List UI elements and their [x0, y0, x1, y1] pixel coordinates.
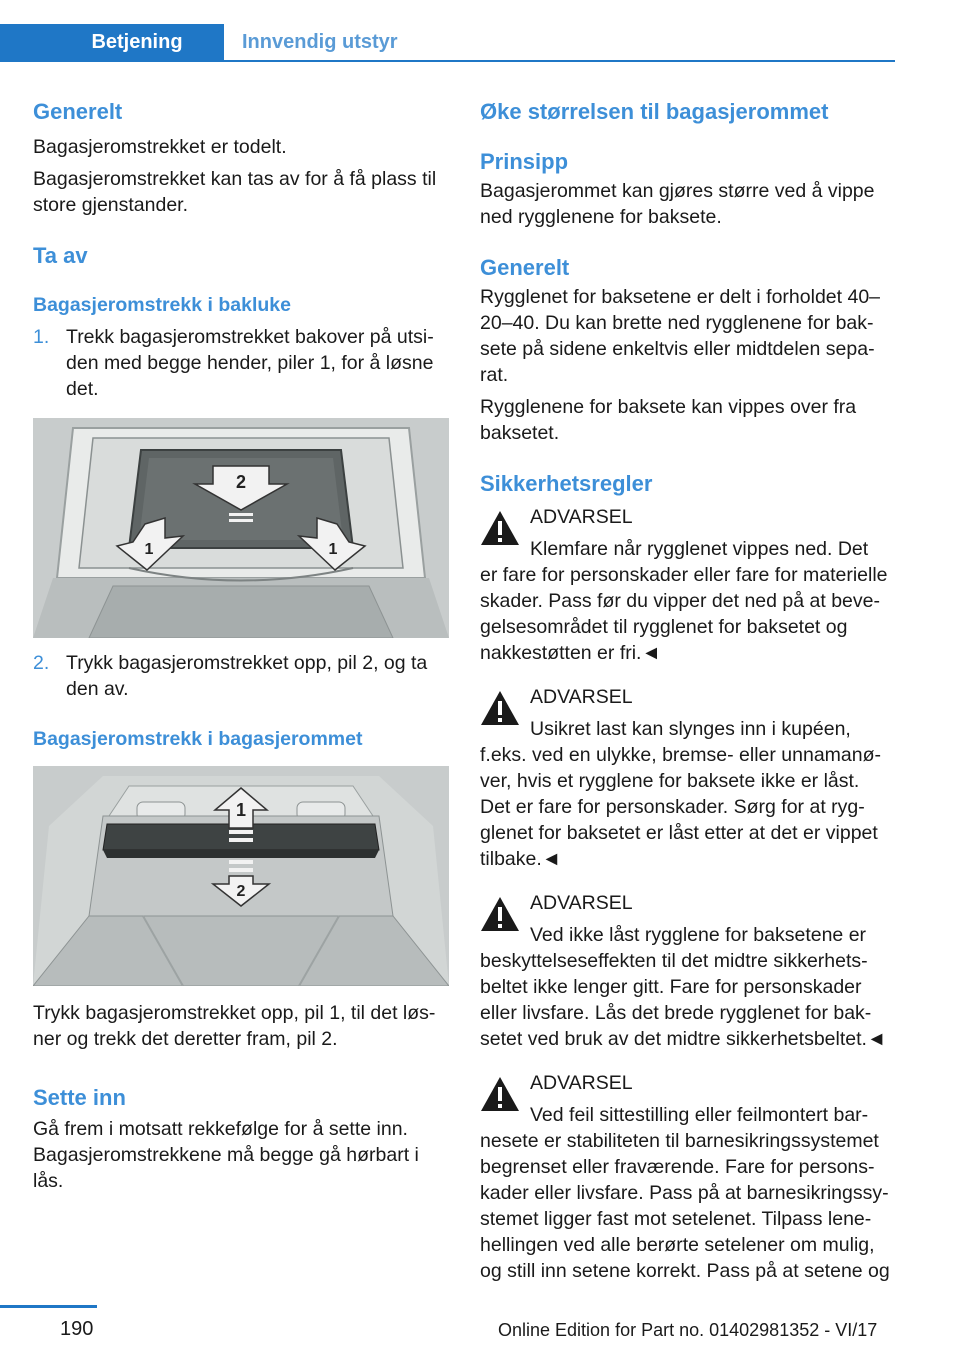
edition-info: Online Edition for Part no. 01402981352 - VI/17 [498, 1320, 878, 1340]
paragraph: Gå frem i motsatt rekkefølge for å sette inn. [33, 1118, 408, 1140]
tab-betjening[interactable]: Betjening [0, 24, 224, 61]
paragraph: Bagasjeromstrekket kan tas av for å få plass til store gjenstander. [33, 168, 437, 216]
step-text: Trykk bagasjeromstrekket opp, pil 2, og ta den av. [66, 652, 428, 700]
heading-oke-storrelsen: Øke størrelsen til bagasjerommet [480, 99, 829, 124]
paragraph: Bagasjerommet kan gjøres større ved å vippe ned rygglenene for baksete. [480, 180, 875, 228]
warning-triangle-icon [480, 690, 520, 726]
warning-body: f.eks. ved en ulykke, bremse- eller unnamanø-ver, hvis et rygglene for baksete ikke er låst. Det er fare for personskader. Sørg for at ryg-glenet for baksetet er låst etter at det er vippet tilbake.◄ [480, 744, 882, 870]
heading-generelt-right: Generelt [480, 255, 570, 280]
fig1-label-2: 2 [235, 472, 247, 492]
fig2-label-1: 1 [235, 800, 247, 820]
header-bar [0, 24, 895, 62]
subheading-bakluke: Bagasjeromstrekk i bakluke [33, 294, 291, 316]
right-column [480, 98, 895, 1284]
heading-ta-av: Ta av [33, 243, 88, 268]
left-column [33, 98, 449, 1194]
warning-lead: Ved ikke låst rygglene for baksetene er [530, 924, 867, 946]
fig1-label-1-right: 1 [328, 541, 338, 558]
warning-title: ADVARSEL [530, 892, 633, 914]
paragraph: Trykk bagasjeromstrekket opp, pil 1, til det løs-ner og trekk det deretter fram, pil 2. [33, 1002, 436, 1050]
step-text: Trekk bagasjeromstrekket bakover på utsi-den med begge hender, piler 1, for å løsne det. [66, 326, 434, 400]
tailgate-illustration [33, 418, 449, 638]
step-2 [33, 650, 449, 702]
warning-triangle-icon [480, 510, 520, 546]
warning-triangle-icon [480, 1076, 520, 1112]
step-number: 2. [33, 652, 50, 674]
warning-block [480, 890, 895, 948]
warning-body: er fare for personskader eller fare for materielle skader. Pass før du vipper det ned på at beve-gelsesområdet til rygglenet for baksetet og nakkestøtten er fri.◄ [480, 564, 888, 664]
warning-triangle-icon [480, 896, 520, 932]
heading-sette-inn: Sette inn [33, 1085, 126, 1110]
fig2-label-2: 2 [236, 883, 246, 900]
heading-generelt: Generelt [33, 99, 123, 124]
warning-title: ADVARSEL [530, 686, 633, 708]
paragraph: Bagasjeromstrekkene må begge gå hørbart i lås. [33, 1144, 419, 1192]
warning-body: beskyttelseseffekten til det midtre sikkerhets-beltet ikke lenger gitt. Fare for personskader eller livsfare. Lås det brede rygglenet for bak-setet ved bruk av det midtre sikkerhetsbeltet.◄ [480, 950, 887, 1050]
heading-prinsipp: Prinsipp [480, 149, 569, 174]
figure-luggage-cover [33, 766, 449, 986]
paragraph: Rygglenene for baksete kan vippes over fra baksetet. [480, 396, 857, 444]
warning-block [480, 1070, 895, 1128]
paragraph: Rygglenet for baksetene er delt i forholdet 40–20–40. Du kan brette ned rygglenene for bak-sete på sidene enkeltvis eller midtdelen sepa-rat. [480, 286, 881, 386]
heading-sikkerhetsregler: Sikkerhetsregler [480, 471, 653, 496]
page-number: 190 [60, 1318, 94, 1340]
warning-lead: Klemfare når rygglenet vippes ned. Det [530, 538, 869, 560]
fig1-label-1-left: 1 [144, 541, 154, 558]
warning-block [480, 684, 895, 742]
warning-block [480, 504, 895, 562]
warning-lead: Ved feil sittestilling eller feilmontert bar- [530, 1104, 869, 1126]
tab-innvendig-utstyr[interactable]: Innvendig utstyr [242, 31, 398, 53]
luggage-illustration [33, 766, 449, 986]
footer-rule [0, 1305, 97, 1308]
figure-tailgate-cover [33, 418, 449, 638]
warning-title: ADVARSEL [530, 506, 633, 528]
warning-lead: Usikret last kan slynges inn i kupéen, [530, 718, 851, 740]
step-1 [33, 324, 449, 402]
warning-title: ADVARSEL [530, 1072, 633, 1094]
warning-body: nesete er stabiliteten til barnesikringssystemet begrenset eller fraværende. Fare for persons-kader eller livsfare. Pass på at barnesikringssy-stemet ligger fast mot setelenet. Tilpass lene-hellingen ved alle berørte setelener om mulig, og still inn setene korrekt. Pass på at setene og [480, 1130, 890, 1282]
step-number: 1. [33, 326, 50, 348]
subheading-bagasjerommet: Bagasjeromstrekk i bagasjerommet [33, 728, 363, 750]
paragraph: Bagasjeromstrekket er todelt. [33, 136, 287, 158]
